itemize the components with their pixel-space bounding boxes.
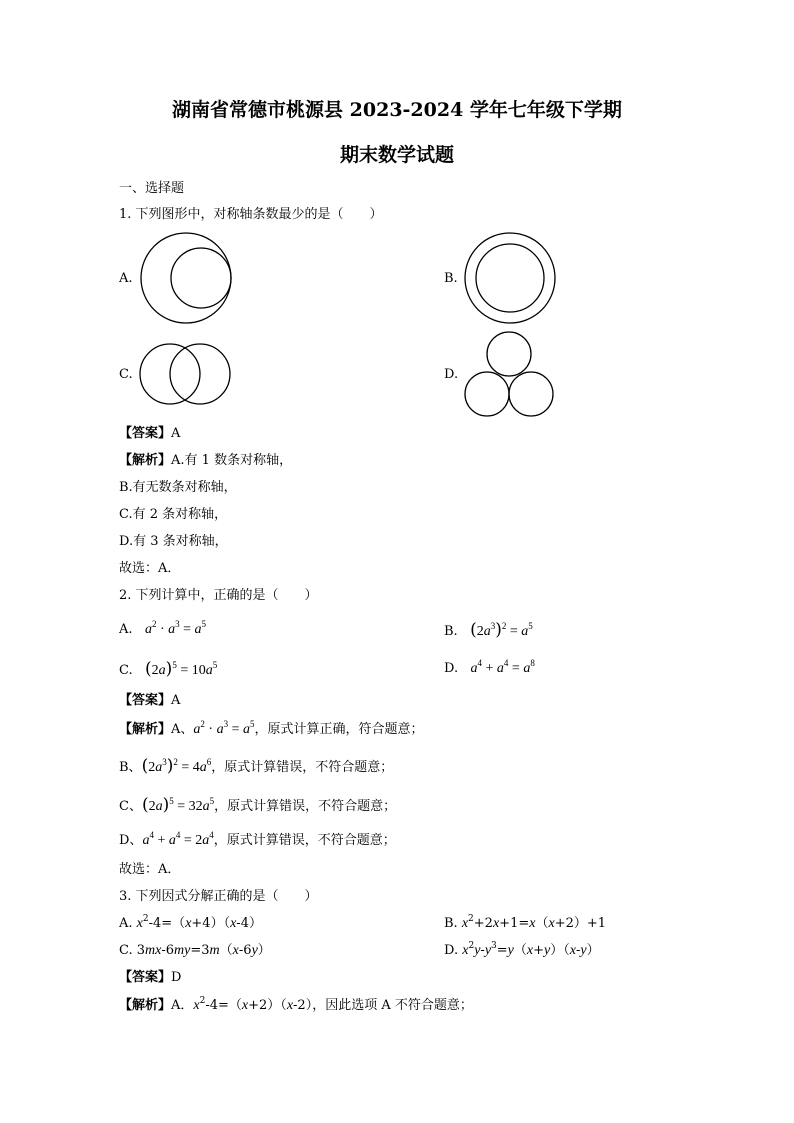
q1-analysis-line3: C.有 2 条对称轴， (119, 507, 228, 522)
q2-option-b: B. $(2a^3)^2 = a^5$ (444, 620, 533, 640)
overlapping-circles-icon (139, 343, 234, 408)
q3-option-a: A. $x^2-4=(x+4)(x-4)$ (119, 914, 262, 931)
q2-option-c: C. $(2a)^5 = 10a^5$ (119, 659, 218, 679)
q2-option-d: D. $a^4 + a^4 = a^8$ (444, 658, 535, 676)
page-title-line2: 期末数学试题 (339, 144, 454, 166)
q3-option-c: C. 3mx-6my=3m（x-6y） (119, 943, 271, 958)
q1-option-a-label: A. (119, 271, 133, 286)
q1-analysis-line4: D.有 3 条对称轴， (119, 534, 228, 549)
q1-answer: 【答案】A (119, 426, 181, 441)
q1-analysis-line1: 【解析】A.有 1 数条对称轴， (119, 453, 293, 468)
q1-stem: 1. 下列图形中，对称轴条数最少的是（ ） (119, 207, 383, 222)
section-heading: 一、选择题 (119, 181, 185, 196)
q2-analysis-a: 【解析】A、$a^2 \cdot a^3 = a^5$，原式计算正确，符合题意； (119, 719, 424, 737)
q3-option-b: B. $x^2+2x+1=x(x+2)+1$ (444, 914, 607, 931)
circles-internally-tangent-icon (140, 232, 235, 327)
concentric-circles-icon (464, 232, 559, 327)
q1-option-d-label: D. (444, 367, 459, 382)
q1-conclusion: 故选：A． (119, 561, 181, 576)
q1-option-c-label: C. (119, 367, 133, 382)
q2-analysis-c: C、$(2a)^5 = 32a^5$，原式计算错误，不符合题意； (119, 795, 397, 815)
q1-option-b-label: B. (444, 271, 458, 286)
q3-analysis-a: 【解析】A．$x^2-4=(x+2)(x-2)$，因此选项 A 不符合题意； (119, 996, 473, 1013)
page-title-line1: 湖南省常德市桃源县 2023-2024 学年七年级下学期 (172, 99, 622, 121)
q3-option-d: D. $x^2y-y^3=y(x+y)(x-y)$ (444, 941, 600, 958)
q2-analysis-b: B、$(2a^3)^2 = 4a^6$，原式计算错误，不符合题意； (119, 756, 394, 776)
q2-conclusion: 故选：A． (119, 862, 181, 877)
q2-answer: 【答案】A (119, 693, 181, 708)
q2-stem: 2. 下列计算中，正确的是（ ） (119, 588, 318, 603)
q3-stem: 3. 下列因式分解正确的是（ ） (119, 889, 318, 904)
q3-answer: 【答案】D (119, 970, 182, 985)
q2-analysis-d: D、$a^4 + a^4 = 2a^4$，原式计算错误，不符合题意； (119, 830, 396, 848)
q2-option-a: A. $a^2 \cdot a^3 = a^5$ (119, 619, 207, 637)
q1-analysis-line2: B.有无数条对称轴， (119, 480, 237, 495)
three-tangent-circles-icon (464, 330, 559, 420)
